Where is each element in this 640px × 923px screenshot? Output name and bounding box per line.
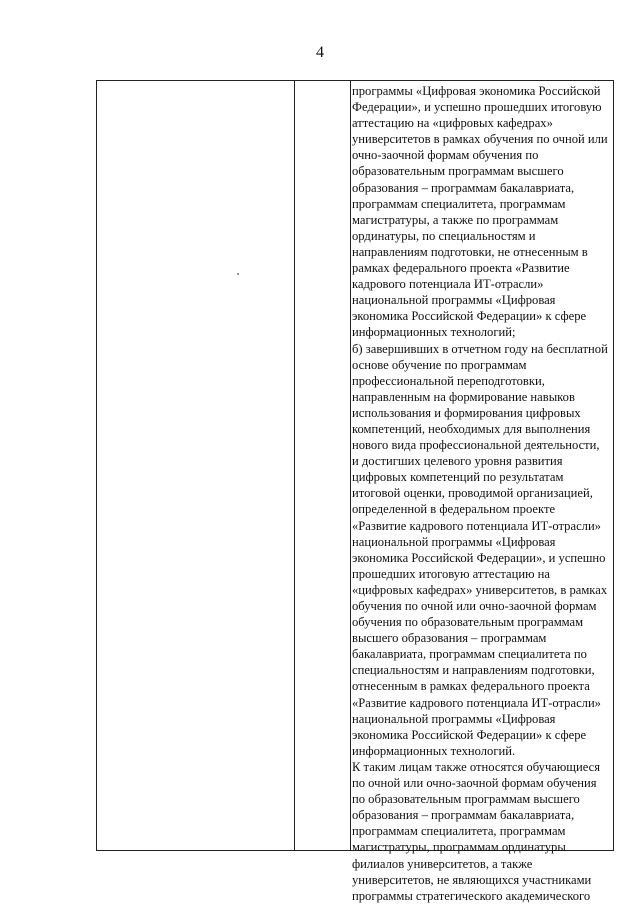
table-text-line: аттестацию на «цифровых кафедрах» (352, 116, 553, 131)
table-text-line: отнесенным в рамках федерального проекта (352, 679, 590, 694)
table-text-line: экономика Российской Федерации» к сфере (352, 727, 587, 742)
table-text-line: направленным на формирование навыков (352, 389, 575, 404)
table-text-line: по очной или очно-заочной формам обучения (352, 776, 597, 791)
page-number: 4 (316, 44, 324, 61)
table-text-line: бакалавриата, программам специалитета по (352, 647, 587, 662)
table-text-line: программам специалитета, программам (352, 824, 566, 839)
table-text-column (351, 81, 613, 903)
table-text-line: образовательным программам высшего (352, 164, 564, 179)
table-text-line: компетенций, необходимых для выполнения (352, 421, 591, 436)
table-text-line: направлениям подготовки, не отнесенным в (352, 244, 588, 259)
table-text-line: кадрового потенциала ИТ-отрасли» (352, 277, 544, 292)
table-text-line: цифровых компетенций по результатам (352, 470, 564, 485)
table-text-line: университетов, не являющихся участниками (352, 872, 592, 887)
table-text-line: информационных технологий; (352, 325, 516, 340)
table-text-line: образования – программам бакалавриата, (352, 808, 575, 823)
table-text-line: магистратуры, а также по программам (352, 212, 559, 227)
table-text-line: итоговой оценки, проводимой организацией, (352, 486, 593, 501)
table-text-line: ординатуры, по специальностям и (352, 228, 536, 243)
table-text-line: филиалов университетов, а также (352, 856, 533, 871)
table-text-line: программам специалитета, программам (352, 196, 566, 211)
table-text-line: Федерации», и успешно прошедших итоговую (352, 100, 602, 115)
table-text-line: основе обучение по программам (352, 357, 527, 372)
table-text-line: нового вида профессиональной деятельности, (352, 438, 600, 453)
table-text-line: программы стратегического академического (352, 888, 591, 903)
table-text-line: и достигших целевого уровня развития (352, 454, 563, 469)
table-text-line: экономика Российской Федерации» к сфере (352, 309, 587, 324)
table-text-line: определенной в федеральном проекте (352, 502, 556, 517)
table-text-line: «Развитие кадрового потенциала ИТ-отрасли» (352, 695, 601, 710)
table-text-line: национальной программы «Цифровая (352, 534, 556, 549)
table-text-line: национальной программы «Цифровая (352, 711, 556, 726)
table-column-empty-2 (294, 81, 351, 850)
table-text-line: обучения по образовательным программам (352, 615, 584, 630)
table-text-line: б) завершивших в отчетном году на бесплатной (352, 341, 608, 356)
table-text-line: К таким лицам также относятся обучающиеся (352, 759, 601, 774)
table-column-empty-1 (97, 81, 295, 850)
table-text-line: образования – программам бакалавриата, (352, 180, 575, 195)
table-text-line: использования и формирования цифровых (352, 405, 581, 420)
table-text-line: «цифровых кафедрах» университетов, в рамках (352, 582, 608, 597)
scan-speck (237, 273, 239, 275)
table-text-line: высшего образования – программам (352, 631, 547, 646)
table-text-line: национальной программы «Цифровая (352, 293, 556, 308)
table-text-line: «Развитие кадрового потенциала ИТ-отрасли» (352, 518, 601, 533)
table-text-line: университетов в рамках обучения по очной или (352, 132, 608, 147)
table-text-line: прошедших итоговую аттестацию на (352, 566, 551, 581)
table-text-line: профессиональной переподготовки, (352, 373, 545, 388)
table-text-line: обучения по очной или очно-заочной формам (352, 599, 597, 613)
table-text-line: специальностям и направлениям подготовки, (352, 663, 595, 678)
table-text-line: магистратуры, программам ординатуры (352, 840, 566, 855)
table-text-line: очно-заочной формам обучения по (352, 148, 539, 163)
table-text-line: по образовательным программам высшего (352, 792, 580, 807)
table-text-line: экономика Российской Федерации», и успешно (352, 550, 606, 565)
document-table (96, 80, 614, 903)
table-text-line: информационных технологий. (352, 743, 516, 758)
table-text-line: рамках федерального проекта «Развитие (352, 261, 570, 276)
table-text-line: программы «Цифровая экономика Российской (352, 84, 601, 98)
